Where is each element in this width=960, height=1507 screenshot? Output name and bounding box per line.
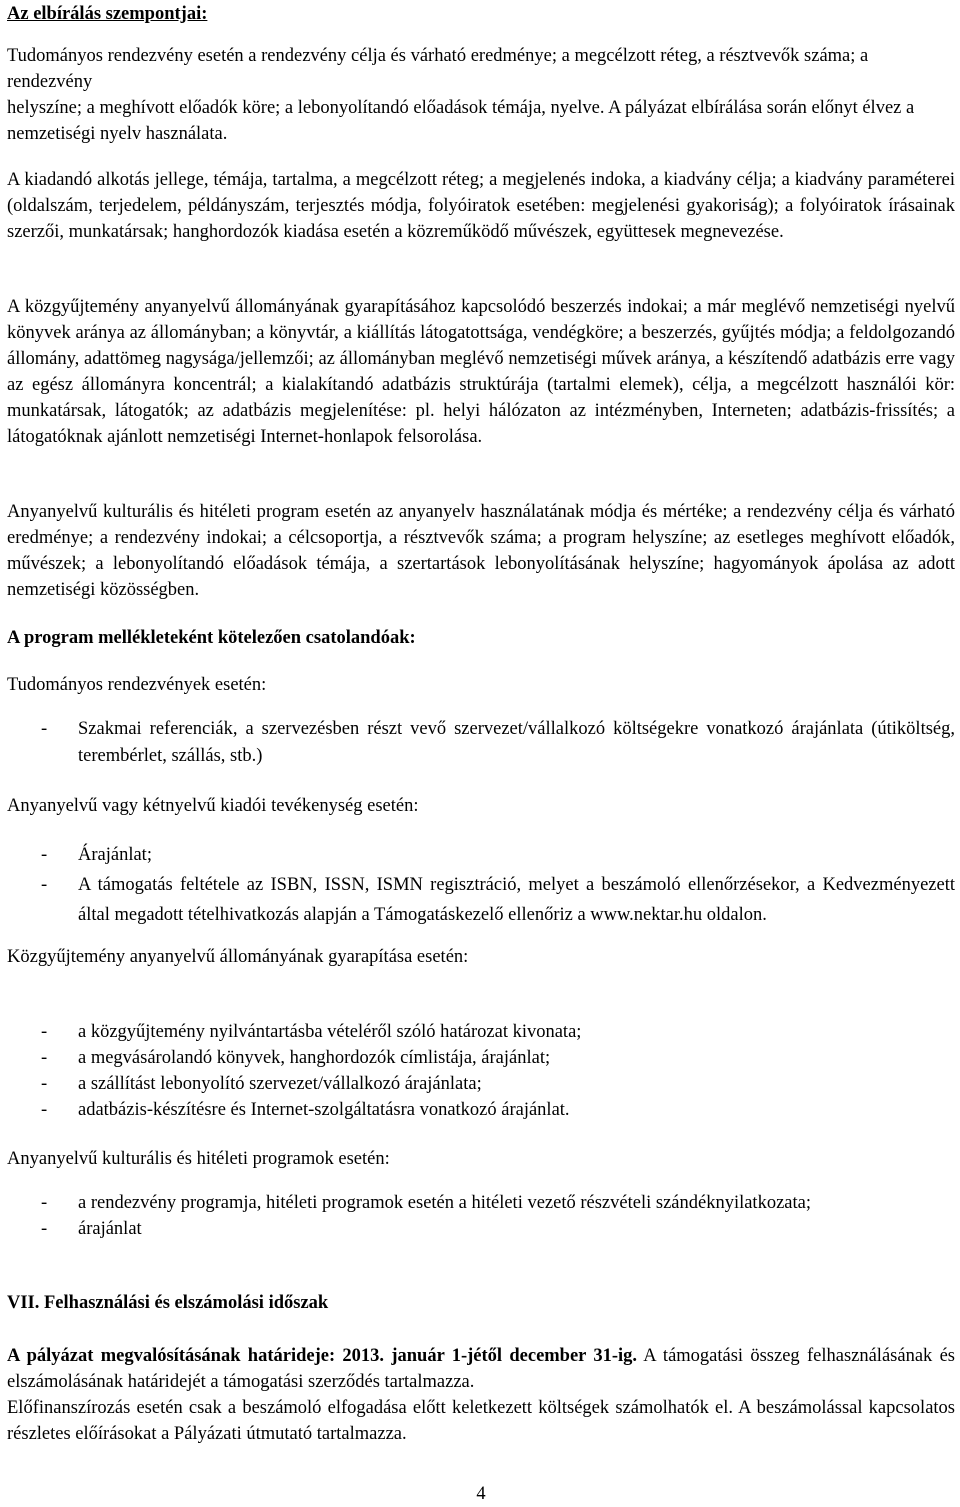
paragraph-elofinanszirozas: Előfinanszírozás esetén csak a beszámoló elfogadása előtt keletkezett költségek számolhatók el. A beszámolással kapcsolatos részletes előírásokat a Pályázati útmutató tartalmazza. (7, 1398, 955, 1444)
list-dash: - (41, 1074, 48, 1094)
label-kozgyujtemeny: Közgyűjtemény anyanyelvű állományának gyarapítása esetén: (7, 947, 469, 967)
list-item: - a közgyűjtemény nyilvántartásba vételéről szóló határozat kivonata; (7, 1019, 955, 1045)
label-kiadoi-tevekenyseg: Anyanyelvű vagy kétnyelvű kiadói tevékenység esetén: (7, 796, 419, 816)
paragraph-tudomanyos-line1: Tudományos rendezvény esetén a rendezvény célja és várható eredménye; a megcélzott réteg, a résztvevők száma; a rendezvény (7, 46, 869, 92)
hatarido-rest: A támogatási összeg felhasználásának és elszámolásának határidejét a támogatási szerződés tartalmazza. (7, 1346, 955, 1392)
paragraph-anyanyelvu-program: Anyanyelvű kulturális és hitéleti program esetén az anyanyelv használatának módja és mértéke; a rendezvény célja és várható eredménye; a rendezvény indokai; a célcsoportja, a résztvevők száma; a program helyszíne; az esetleges meghívott előadók, művészek; a lebonyolítandó előadások témája, a szertartások lebonyolításának helyszíne; hagyományok ápolása az adott nemzetiségi közösségben. (7, 502, 955, 600)
heading-elbiralas-szempontjai: Az elbírálás szempontjai: (7, 4, 208, 24)
list-kozgyujtemeny (7, 1019, 955, 1123)
list-dash: - (41, 1048, 48, 1068)
label-tudomanyos-rendezvenyek: Tudományos rendezvények esetén: (7, 675, 267, 695)
list-item: - a megvásárolandó könyvek, hanghordozók címlistája, árajánlat; (7, 1045, 955, 1071)
list-kiadoi (7, 840, 955, 930)
paragraph-tudomanyos (7, 43, 955, 147)
paragraph-hatarido (7, 1343, 955, 1447)
hatarido-bold: A pályázat megvalósításának határideje: 2013. január 1-jétől december 31-ig. (7, 1346, 638, 1366)
page-number: 4 (476, 1484, 486, 1504)
list-dash: - (41, 1193, 48, 1213)
list-dash: - (41, 1219, 48, 1239)
list-tudomanyos (7, 716, 955, 770)
list-item: - A támogatás feltétele az ISBN, ISSN, ISMN regisztráció, melyet a beszámoló ellenőrzésekor, a Kedvezményezett által megadott tételhivatkozás alapján a Támogatáskezelő ellenőriz a www.nektar.hu oldalon. (7, 870, 955, 930)
list-dash: - (41, 1100, 48, 1120)
list-item: - árajánlat (7, 1216, 955, 1242)
list-kulturalis (7, 1190, 955, 1242)
list-item: - adatbázis-készítésre és Internet-szolgáltatásra vonatkozó árajánlat. (7, 1097, 955, 1123)
paragraph-kiadando-alkotas: A kiadandó alkotás jellege, témája, tartalma, a megcélzott réteg; a megjelenés indoka, a kiadvány célja; a kiadvány paraméterei (oldalszám, terjedelem, példányszám, terjesztés módja, folyóiratok esetében: megjelenési gyakoriság); a folyóiratok írásainak szerzői, munkatársak; hanghordozók kiadása esetén a közreműködő művészek, együttesek megnevezése. (7, 170, 955, 242)
list-dash: - (41, 845, 48, 865)
list-item: - Árajánlat; (7, 840, 955, 870)
list-item: - a szállítást lebonyolító szervezet/vállalkozó árajánlata; (7, 1071, 955, 1097)
list-dash: - (41, 1022, 48, 1042)
list-dash: - (41, 875, 48, 895)
label-kulturalis-programok: Anyanyelvű kulturális és hitéleti programok esetén: (7, 1149, 390, 1169)
list-item: - Szakmai referenciák, a szervezésben részt vevő szervezet/vállalkozó költségekre vonatkozó árajánlata (útiköltség, terembérlet, szállás, stb.) (7, 716, 955, 770)
heading-vii-felhasznalasi-idoszak: VII. Felhasználási és elszámolási időszak (7, 1293, 329, 1313)
paragraph-tudomanyos-line2: helyszíne; a meghívott előadók köre; a lebonyolítandó előadások témája, nyelve. A pályázat elbírálása során előnyt élvez a nemzetiségi nyelv használata. (7, 98, 915, 144)
heading-mellekletek: A program mellékleteként kötelezően csatolandóak: (7, 628, 416, 648)
paragraph-kozgyujtemeny: A közgyűjtemény anyanyelvű állományának gyarapításához kapcsolódó beszerzés indokai; a már meglévő nemzetiségi nyelvű könyvek aránya az állományban; a könyvtár, a kiállítás látogatottsága, vendégköre; a beszerzés, gyűjtés módja; a feldolgozandó állomány, adattömeg nagysága/jellemzői; az állományban meglévő nemzetiségi művek aránya, a készítendő adatbázis erre vagy az egész állományra koncentrál; a kialakítandó adatbázis struktúrája (tartalmi elemek), célja, a megcélzott használói kör: munkatársak, látogatók; az adatbázis megjelenítése: pl. helyi hálózaton az intézményben, Interneten; adatbázis-frissítés; a látogatóknak ajánlott nemzetiségi Internet-honlapok felsorolása. (7, 297, 955, 447)
list-dash: - (41, 719, 48, 739)
list-item: - a rendezvény programja, hitéleti programok esetén a hitéleti vezető részvételi szándéknyilatkozata; (7, 1190, 955, 1216)
